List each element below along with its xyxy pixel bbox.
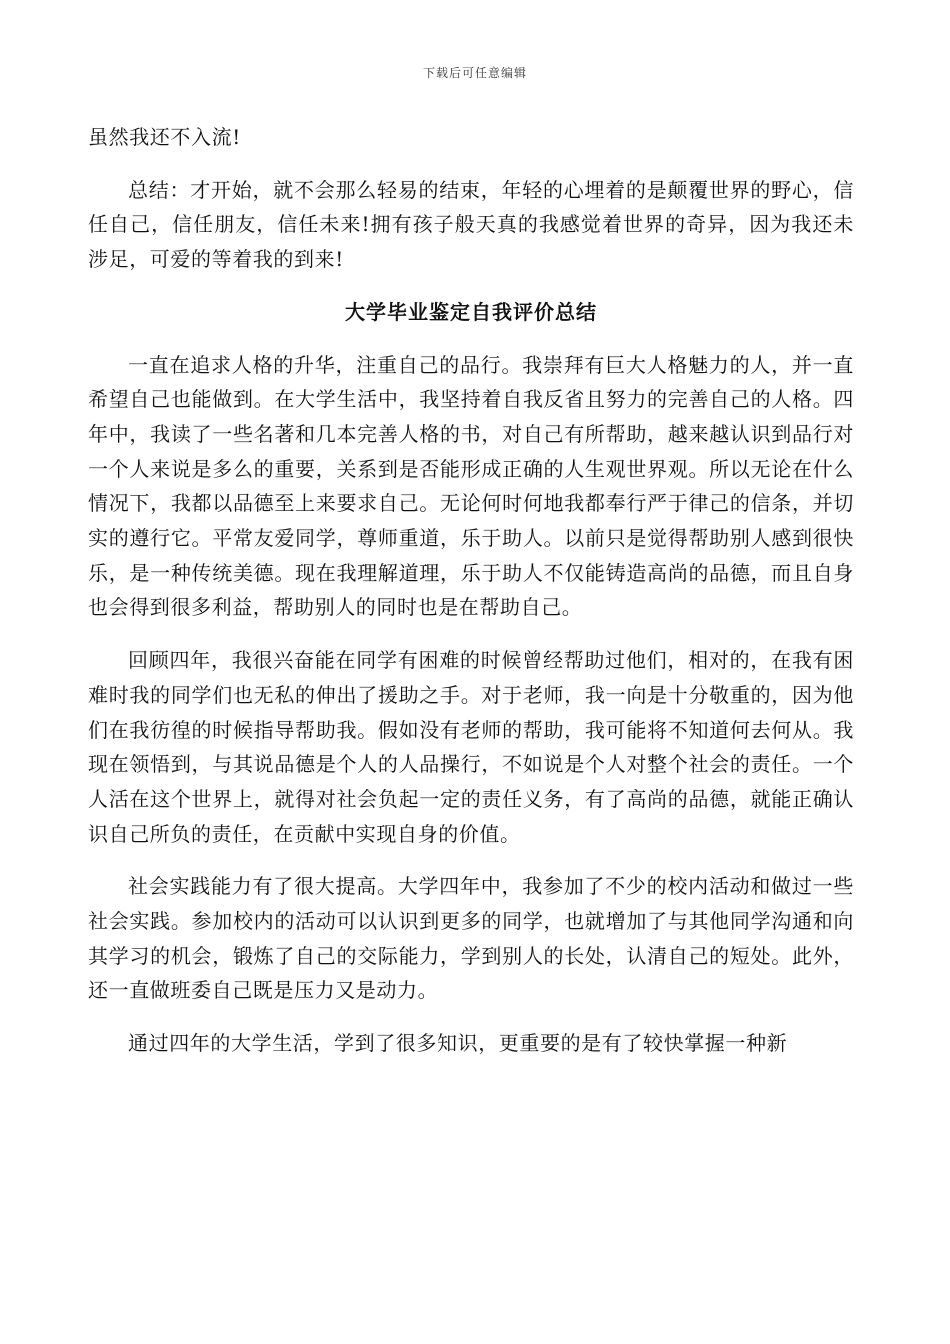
body-paragraph: 社会实践能力有了很大提高。大学四年中，我参加了不少的校内活动和做过一些社会实践。参加校内的活动可以认识到更多的同学，也就增加了与其他同学沟通和向其学习的机会，锻炼了自己的交际能力，学到别人的长处，认清自己的短处。此外，还一直做班委自己既是压力又是动力。 (88, 874, 854, 1003)
section-title: 大学毕业鉴定自我评价总结 (345, 299, 597, 324)
body-paragraph: 一直在追求人格的升华，注重自己的品行。我崇拜有巨大人格魅力的人，并一直希望自己也能做到。在大学生活中，我坚持着自我反省且努力的完善自己的人格。四年中，我读了一些名著和几本完善人格的书，对自己有所帮助，越来越认识到品行对一个人来说是多么的重要，关系到是否能形成正确的人生观世界观。所以无论在什么情况下，我都以品德至上来要求自己。无论何时何地我都奉行严于律己的信条，并切实的遵行它。平常友爱同学，尊师重道，乐于助人。以前只是觉得帮助别人感到很快乐，是一种传统美德。现在我理解道理，乐于助人不仅能铸造高尚的品德，而且自身也会得到很多利益，帮助别人的同时也是在帮助自己。 (88, 352, 854, 620)
body-paragraph: 回顾四年，我很兴奋能在同学有困难的时候曾经帮助过他们，相对的，在我有困难时我的同学们也无私的伸出了援助之手。对于老师，我一向是十分敬重的，因为他们在我彷徨的时候指导帮助我。假如没有老师的帮助，我可能将不知道何去何从。我现在领悟到，与其说品德是个人的人品操行，不如说是个人对整个社会的责任。一个人活在这个世界上，就得对社会负起一定的责任义务，有了高尚的品德，就能正确认识自己所负的责任，在贡献中实现自身的价值。 (88, 648, 854, 846)
body-paragraph: 通过四年的大学生活，学到了很多知识，更重要的是有了较快掌握一种新 (128, 1031, 788, 1056)
document-body (88, 120, 854, 1079)
page-header: 下载后可任意编辑 (422, 66, 527, 80)
summary-paragraph: 总结：才开始，就不会那么轻易的结束，年轻的心埋着的是颠覆世界的野心，信任自己，信任朋友，信任未来!拥有孩子般天真的我感觉着世界的奇异，因为我还未涉足，可爱的等着我的到来! (88, 177, 854, 272)
intro-tail-paragraph: 虽然我还不入流! (88, 125, 241, 149)
